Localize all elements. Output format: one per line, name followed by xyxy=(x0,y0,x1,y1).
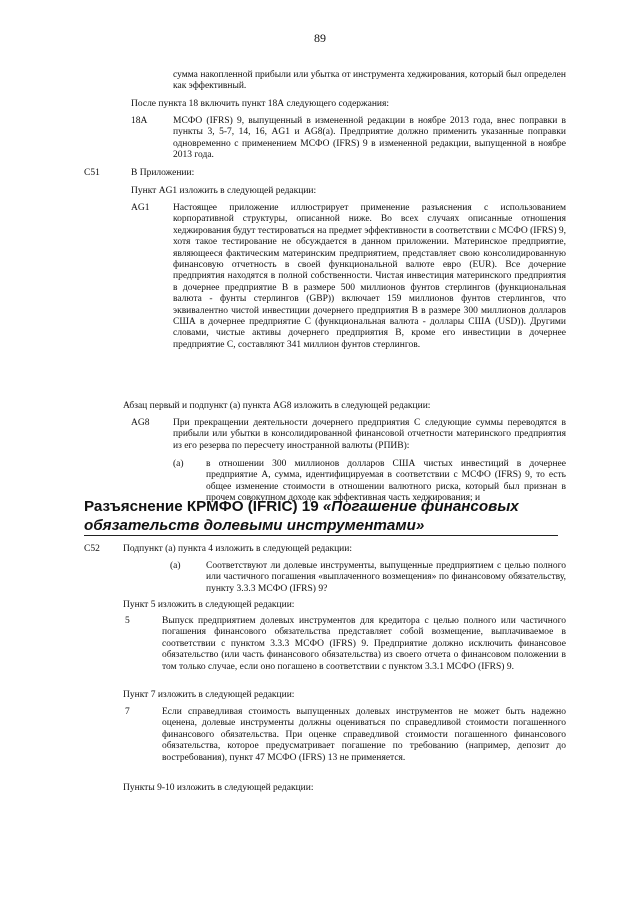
ag8-a-label: (a) xyxy=(173,459,184,469)
c51-label: C51 xyxy=(84,168,100,178)
heading-underline xyxy=(84,535,558,536)
p9-10-instruction: Пункты 9-10 изложить в следующей редакции: xyxy=(123,783,314,793)
page-number: 89 xyxy=(314,31,326,45)
ag1-instruction: Пункт AG1 изложить в следующей редакции: xyxy=(131,186,317,196)
c52-label: C52 xyxy=(84,544,100,554)
c52-a-text: Соответствуют ли долевые инструменты, выпущенные предприятием с целью полного или частичного погашения «выплаченного возмещения» по финансовому обязательству, пункту 3.3.3 МСФО (IFRS) 9? xyxy=(206,561,566,594)
p7-text: Если справедливая стоимость выпущенных долевых инструментов не может быть надежно оценена, долевые инструменты должны оцениваться по справедливой стоимости погашенного финансового обязательства. При оценке справедливой стоимости погашенного финансового обязательства, которое предусматривает погашение по требованию (например, депозит до востребования), пункт 47 МСФО (IFRS) 13 не применяется. xyxy=(162,707,566,763)
section-heading-prefix: Разъяснение КРМФО (IFRIC) 19 xyxy=(84,498,323,515)
ag1-label: AG1 xyxy=(131,203,150,213)
p7-instruction: Пункт 7 изложить в следующей редакции: xyxy=(123,690,295,700)
ag1-text: Настоящее приложение иллюстрирует применение разъяснения с использованием корпоративной структуры, описанной ниже. Во всех случаях описанные отношения хеджирования будут тестироваться на предмет эффективности в соответствии с МСФО (IFRS) 9, хотя такое тестирование не обсуждается в данном приложении. Материнское предприятие, являющееся фактическим материнским предприятием, представляет свою консолидированную финансовую отчетность в своей функциональной валюте евро (EUR). Все дочерние предприятия находятся в полной собственности. Чистая инвестиция материнского предприятия в дочернее предприятие В в размере 500 миллионов фунтов стерлингов (функциональная валюта - фунты стерлингов (GBP)) включает 159 миллионов фунтов стерлингов, что эквивалентно чистой инвестиции дочернего предприятия В в размере 300 миллионов долларов США в дочернее предприятие С (функциональная валюта - доллары США (USD)). Другими словами, чистые активы дочернего предприятия В, кроме его инвестиции в дочернее предприятие С, составляют 341 миллион фунтов стерлингов. xyxy=(173,203,566,350)
ag8-instruction: Абзац первый и подпункт (а) пункта AG8 изложить в следующей редакции: xyxy=(123,401,431,411)
c51-title: В Приложении: xyxy=(131,168,195,178)
section-heading-title: «Погашение финансовых обязательств долевыми инструментами» xyxy=(84,498,519,534)
p5-text: Выпуск предприятием долевых инструментов для кредитора с целью полного или частичного погашения финансового обязательства представляет собой возмещение, выплачиваемое в соответствии с пунктом 3.3.3 МСФО (IFRS) 9. Предприятие должно исключить финансовое обязательство (или часть финансового обязательства) из своего отчета о финансовом положении в том только случае, если оно погашено в соответствии с пунктом 3.3.1 МСФО (IFRS) 9. xyxy=(162,616,566,672)
paragraph-18a-label: 18A xyxy=(131,116,148,126)
ag8-text: При прекращении деятельности дочернего предприятия С следующие суммы переводятся в прибыли или убытки в консолидированной финансовой отчетности материнского предприятия из его резерва по пересчету иностранной валюты (РПИВ): xyxy=(173,418,566,451)
p5-instruction: Пункт 5 изложить в следующей редакции: xyxy=(123,600,295,610)
c52-a-label: (a) xyxy=(170,561,181,571)
after-18-instruction: После пункта 18 включить пункт 18А следующего содержания: xyxy=(131,99,390,109)
p7-label: 7 xyxy=(125,707,130,717)
ag8-a-text: в отношении 300 миллионов долларов США чистых инвестиций в дочернее предприятие А, сумма, идентифицируемая в соответствии с МСФО (IFRS) 9, то есть общее изменение стоимости в отношении валютного риска, который был признан в прочем совокупном доходе как эффективная часть хеджирования; и xyxy=(206,459,566,504)
p5-label: 5 xyxy=(125,616,130,626)
c52-instruction: Подпункт (а) пункта 4 изложить в следующей редакции: xyxy=(123,544,352,554)
paragraph-18a-text: МСФО (IFRS) 9, выпущенный в измененной редакции в ноябре 2013 года, внес поправки в пункты 3, 5-7, 14, 16, AG1 и AG8(a). Предприятие должно применить указанные поправки одновременно с применением МСФО (IFRS) 9 в измененной редакции, выпущенной в ноябре 2013 года. xyxy=(173,116,566,161)
intro-continuation: сумма накопленной прибыли или убытка от инструмента хеджирования, который был определен как эффективный. xyxy=(173,70,566,92)
ag8-label: AG8 xyxy=(131,418,150,428)
section-heading xyxy=(84,497,559,535)
